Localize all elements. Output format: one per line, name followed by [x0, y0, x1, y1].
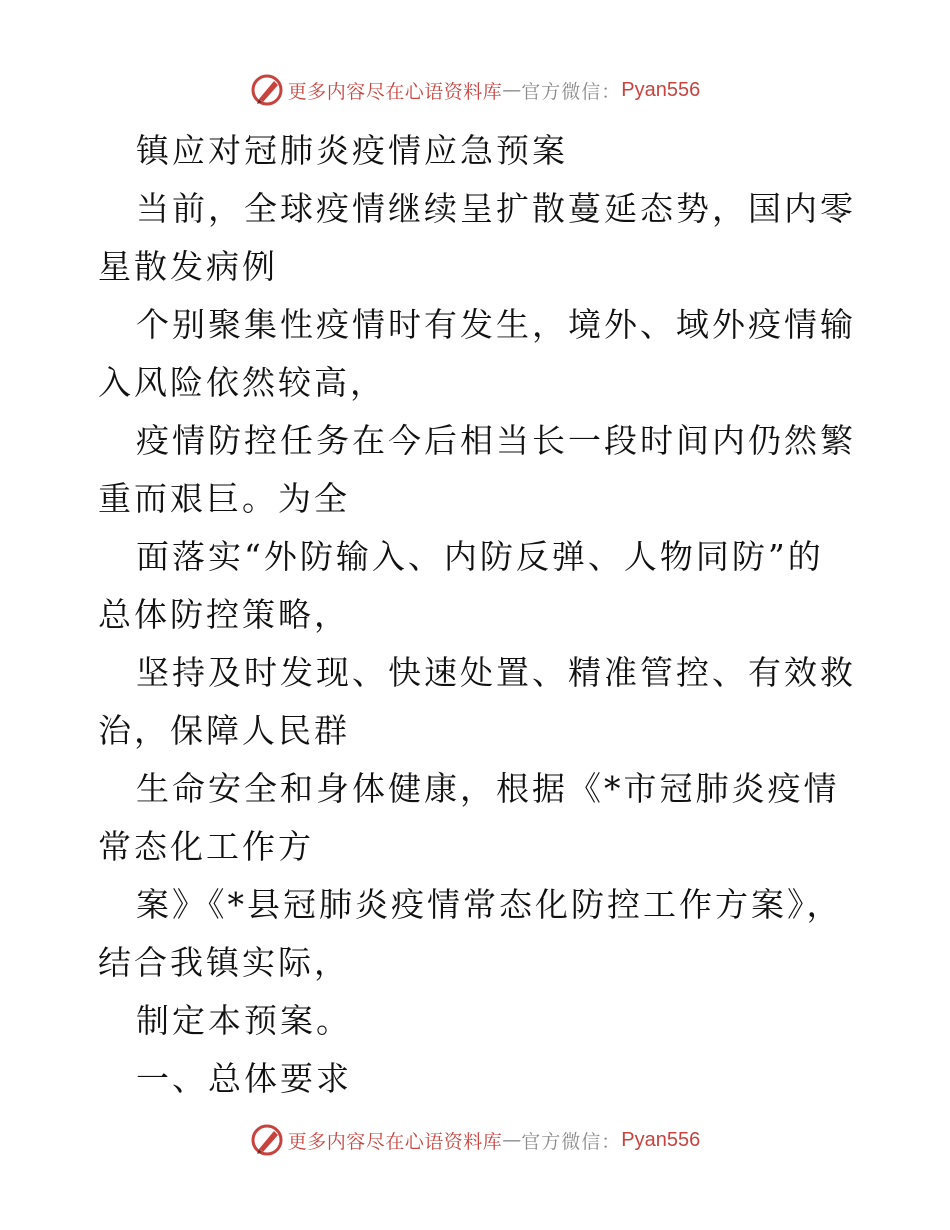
banner-separator: —	[502, 1129, 522, 1151]
paragraph: 个别聚集性疫情时有发生，境外、域外疫情输入风险依然较高，	[98, 305, 856, 402]
pen-logo-icon	[250, 73, 284, 107]
banner-site-text: 更多内容尽在心语资料库	[287, 1130, 503, 1153]
banner-wechat-id: Pyan556	[621, 1128, 701, 1151]
document-body	[98, 122, 858, 1108]
paragraph: 生命安全和身体健康，根据《*市冠肺炎疫情常态化工作方	[98, 769, 840, 866]
document-title: 镇应对冠肺炎疫情应急预案	[136, 131, 568, 170]
section-heading: 一、总体要求	[136, 1059, 352, 1098]
banner-site-text: 更多内容尽在心语资料库	[287, 80, 503, 103]
pen-logo-icon	[250, 1123, 284, 1157]
header-banner	[0, 70, 950, 110]
banner-wechat-label: 官方微信：	[521, 1130, 622, 1153]
footer-banner	[0, 1120, 950, 1160]
paragraph: 疫情防控任务在今后相当长一段时间内仍然繁重而艰巨。为全	[98, 421, 856, 518]
banner-wechat-id: Pyan556	[621, 78, 701, 101]
paragraph: 案》《*县冠肺炎疫情常态化防控工作方案》，结合我镇实际，	[98, 885, 843, 982]
paragraph: 坚持及时发现、快速处置、精准管控、有效救治，保障人民群	[98, 653, 856, 750]
banner-wechat-label: 官方微信：	[521, 80, 622, 103]
paragraph: 面落实“外防输入、内防反弹、人物同防”的总体防控策略，	[98, 537, 824, 634]
banner-separator: —	[502, 79, 522, 101]
paragraph: 当前，全球疫情继续呈扩散蔓延态势，国内零星散发病例	[98, 189, 856, 286]
paragraph: 制定本预案。	[136, 1001, 352, 1040]
